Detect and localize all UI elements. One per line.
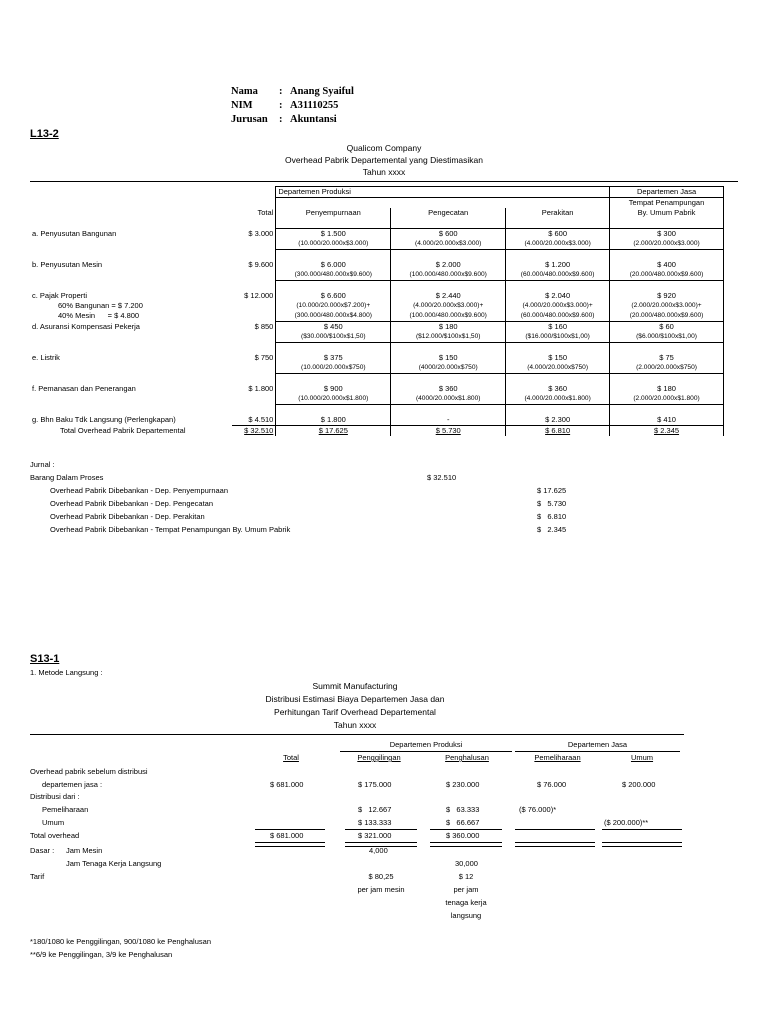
row-total: $ 1.800 bbox=[248, 384, 274, 393]
cell-value: $ 2.440 bbox=[391, 291, 506, 301]
l13-period: Tahun xxxx bbox=[362, 167, 406, 177]
l13-group-produksi: Departemen Produksi bbox=[276, 187, 610, 198]
s13-top-rule bbox=[30, 734, 684, 735]
cell-value: $ 400 bbox=[610, 260, 724, 270]
s13-col-pemeliharaan: Pemeliharaan bbox=[534, 753, 581, 762]
row-total: $ 4.510 bbox=[232, 415, 276, 426]
nama-label: Nama bbox=[231, 86, 258, 97]
cell-formula: (10.000/20.000x$1.800) bbox=[276, 394, 391, 405]
cell-formula: ($30.000/$100x$1,50) bbox=[276, 332, 391, 343]
cell-formula: (20.000/480.000x$9.600) bbox=[610, 270, 724, 281]
cell-value: $ 2.000 bbox=[391, 260, 506, 270]
total-value: $ 17.625 bbox=[318, 426, 348, 435]
cell-formula: (4.000/20.000x$3.000) bbox=[506, 239, 610, 250]
s13-value: $ 175.000 bbox=[358, 780, 392, 789]
s13-col-penggilingan: Penggilingan bbox=[357, 753, 401, 762]
s13-col-penghalusan: Penghalusan bbox=[445, 753, 489, 762]
s13-subtitle-1: Distribusi Estimasi Biaya Departemen Jasa dan bbox=[265, 694, 445, 704]
cell-formula: (2.000/20.000x$750) bbox=[610, 363, 724, 374]
cell-value: $ 600 bbox=[506, 229, 610, 240]
cell-value: $ 6.000 bbox=[276, 260, 391, 270]
cell-formula: (4000/20.000x$750) bbox=[391, 363, 506, 374]
cell-value: $ 150 bbox=[506, 353, 610, 363]
l13-subtitle: Overhead Pabrik Departemental yang Diestimasikan bbox=[285, 155, 483, 165]
l13-col-perakitan: Perakitan bbox=[506, 208, 610, 218]
l13-row-d bbox=[30, 322, 724, 333]
row-total: $ 3.000 bbox=[248, 228, 274, 238]
jurnal-credit-value: $ 17.625 bbox=[537, 486, 567, 495]
cell-value: - bbox=[391, 415, 506, 426]
s13-pemeliharaan-label: Pemeliharaan bbox=[42, 805, 89, 814]
s13-dasar-label: Dasar : bbox=[30, 846, 55, 855]
total-value: $ 2.345 bbox=[654, 426, 680, 435]
s13-tarif-2: $ 12 bbox=[458, 872, 474, 881]
s13-tarif-1-unit: per jam mesin bbox=[357, 885, 405, 894]
row-total: $ 12.000 bbox=[244, 291, 274, 300]
s13-jam-tenaga-value: 30,000 bbox=[455, 859, 478, 868]
total-value: $ 5.730 bbox=[435, 426, 461, 435]
cell-formula: (10.000/20.000x$7.200)+ bbox=[276, 301, 391, 311]
jurnal-debit-label: Barang Dalam Proses bbox=[30, 473, 104, 482]
s13-group-jasa: Departemen Jasa bbox=[567, 740, 628, 749]
jurnal-credit-label: Overhead Pabrik Dibebankan - Dep. Pengecatan bbox=[50, 499, 214, 508]
s13-note-2: **6/9 ke Penggilingan, 3/9 ke Penghalusan bbox=[30, 950, 173, 959]
cell-value: $ 75 bbox=[610, 353, 724, 363]
jurusan-label: Jurusan bbox=[231, 114, 268, 125]
cell-formula: (60.000/480.000x$9.600) bbox=[506, 311, 610, 322]
s13-company: Summit Manufacturing bbox=[312, 681, 398, 691]
jurnal-credit-label: Overhead Pabrik Dibebankan - Tempat Penampungan By. Umum Pabrik bbox=[50, 525, 291, 534]
cell-formula: (4.000/20.000x$750) bbox=[506, 363, 610, 374]
jurnal-title: Jurnal : bbox=[30, 460, 55, 469]
s13-total-label: Total overhead bbox=[30, 831, 80, 840]
cell-value: $ 360 bbox=[391, 384, 506, 394]
s13-double-rule bbox=[430, 842, 502, 847]
cell-formula: (4.000/20.000x$1.800) bbox=[506, 394, 610, 405]
row-label: c. Pajak Properti bbox=[32, 291, 88, 300]
cell-formula: (4.000/20.000x$3.000) bbox=[391, 239, 506, 250]
cell-formula: (2.000/20.000x$3.000)+ bbox=[610, 301, 724, 311]
s13-sum-rule bbox=[255, 829, 325, 830]
row-label: e. Listrik bbox=[32, 353, 60, 362]
jurusan-value: Akuntansi bbox=[290, 114, 337, 125]
s13-tarif-2-unit: tenaga kerja bbox=[445, 898, 487, 907]
l13-table bbox=[30, 186, 724, 436]
cell-formula: ($16.000/$100x$1,00) bbox=[506, 332, 610, 343]
row-label: b. Penyusutan Mesin bbox=[32, 260, 103, 269]
l13-row-a bbox=[30, 229, 724, 240]
l13-total-row bbox=[30, 426, 724, 437]
s13-sum-rule bbox=[430, 829, 502, 830]
jurnal-credit-value: $ 2.345 bbox=[537, 525, 567, 534]
row-sublabel: 60% Bangunan = $ 7.200 bbox=[58, 301, 143, 310]
l13-col-pengecatan: Pengecatan bbox=[391, 208, 506, 218]
cell-formula: (4.000/20.000x$3.000)+ bbox=[391, 301, 506, 311]
s13-sum-rule bbox=[345, 829, 417, 830]
cell-value: $ 300 bbox=[610, 229, 724, 240]
s13-umum-label: Umum bbox=[42, 818, 65, 827]
s13-value: $ 133.333 bbox=[358, 818, 392, 827]
nama-value: Anang Syaiful bbox=[290, 86, 354, 97]
l13-top-rule bbox=[30, 181, 738, 182]
s13-value: $ 681.000 bbox=[270, 780, 304, 789]
s13-subtitle-2: Perhitungan Tarif Overhead Departemental bbox=[274, 707, 436, 717]
s13-tarif-2-unit: per jam bbox=[453, 885, 479, 894]
s13-total-value: $ 681.000 bbox=[270, 831, 304, 840]
cell-value: $ 920 bbox=[610, 291, 724, 301]
s13-value: ($ 76.000)* bbox=[519, 805, 557, 814]
section-s13-1: S13-1 bbox=[30, 653, 60, 665]
row-label: a. Penyusutan Bangunan bbox=[32, 228, 117, 238]
l13-company: Qualicom Company bbox=[346, 143, 422, 153]
cell-value: $ 360 bbox=[506, 384, 610, 394]
l13-group-jasa: Departemen Jasa bbox=[610, 187, 724, 198]
s13-value: $ 12.667 bbox=[358, 805, 392, 814]
cell-value: $ 2.040 bbox=[506, 291, 610, 301]
row-sublabel: 40% Mesin = $ 4.800 bbox=[58, 311, 140, 321]
l13-row-c bbox=[30, 291, 724, 301]
colon: : bbox=[279, 114, 283, 125]
row-total: $ 850 bbox=[254, 321, 274, 331]
cell-formula: (20.000/480.000x$9.600) bbox=[610, 311, 724, 322]
cell-formula: (10.000/20.000x$750) bbox=[276, 363, 391, 374]
s13-value: $ 76.000 bbox=[537, 780, 567, 789]
s13-value: $ 63.333 bbox=[446, 805, 480, 814]
s13-value: ($ 200.000)** bbox=[604, 818, 649, 827]
s13-double-rule bbox=[602, 842, 682, 847]
s13-tarif-label: Tarif bbox=[30, 872, 45, 881]
s13-distribusi-label: Distribusi dari : bbox=[30, 792, 80, 801]
s13-method: 1. Metode Langsung : bbox=[30, 668, 103, 677]
s13-jam-mesin-value: 4,000 bbox=[369, 846, 388, 855]
l13-col-tempat-1: Tempat Penampungan bbox=[610, 198, 724, 209]
cell-formula: (4000/20.000x$1.800) bbox=[391, 394, 506, 405]
cell-value: $ 180 bbox=[610, 384, 724, 394]
colon: : bbox=[279, 100, 283, 111]
cell-formula: (60.000/480.000x$9.600) bbox=[506, 270, 610, 281]
cell-value: $ 450 bbox=[276, 322, 391, 333]
s13-period: Tahun xxxx bbox=[333, 720, 377, 730]
s13-value: $ 66.667 bbox=[446, 818, 480, 827]
s13-group-produksi: Departemen Produksi bbox=[389, 740, 463, 749]
cell-formula: (100.000/480.000x$9.600) bbox=[391, 270, 506, 281]
row-label: g. Bhn Baku Tdk Langsung (Perlengkapan) bbox=[32, 415, 176, 425]
l13-col-tempat-2: By. Umum Pabrik bbox=[610, 208, 724, 218]
cell-value: $ 150 bbox=[391, 353, 506, 363]
s13-total-value: $ 321.000 bbox=[358, 831, 392, 840]
cell-formula: (300.000/480.000x$4.800) bbox=[276, 311, 391, 322]
cell-formula: ($12.000/$100x$1,50) bbox=[391, 332, 506, 343]
cell-formula: (10.000/20.000x$3.000) bbox=[276, 239, 391, 250]
row-label: f. Pemanasan dan Penerangan bbox=[32, 384, 136, 393]
s13-group-rule bbox=[515, 751, 680, 752]
cell-value: $ 600 bbox=[391, 229, 506, 240]
s13-double-rule bbox=[515, 842, 595, 847]
s13-sum-rule bbox=[515, 829, 595, 830]
row-label: d. Asuransi Kompensasi Pekerja bbox=[32, 321, 140, 331]
s13-jam-tenaga-label: Jam Tenaga Kerja Langsung bbox=[66, 859, 162, 868]
s13-total-value: $ 360.000 bbox=[446, 831, 480, 840]
cell-formula: (100.000/480.000x$9.600) bbox=[391, 311, 506, 322]
nim-value: A31110255 bbox=[290, 100, 339, 111]
l13-row-e bbox=[30, 353, 724, 363]
total-value: $ 32.510 bbox=[244, 426, 274, 435]
l13-col-total: Total bbox=[257, 208, 274, 217]
cell-value: $ 2.300 bbox=[506, 415, 610, 426]
s13-tarif-2-unit: langsung bbox=[450, 911, 482, 920]
cell-value: $ 160 bbox=[506, 322, 610, 333]
cell-value: $ 1.500 bbox=[276, 229, 391, 240]
s13-jam-mesin-label: Jam Mesin bbox=[66, 846, 103, 855]
s13-value: $ 200.000 bbox=[622, 780, 656, 789]
l13-row-f bbox=[30, 384, 724, 394]
s13-overhead-label-1: Overhead pabrik sebelum distribusi bbox=[30, 767, 148, 776]
jurnal-credit-label: Overhead Pabrik Dibebankan - Dep. Perakitan bbox=[50, 512, 205, 521]
cell-value: $ 180 bbox=[391, 322, 506, 333]
s13-tarif-1: $ 80,25 bbox=[368, 872, 394, 881]
colon: : bbox=[279, 86, 283, 97]
l13-row-g bbox=[30, 415, 724, 426]
s13-note-1: *180/1080 ke Penggilingan, 900/1080 ke Penghalusan bbox=[30, 937, 211, 946]
total-label: Total Overhead Pabrik Departemental bbox=[60, 425, 186, 435]
s13-overhead-label-2: departemen jasa : bbox=[42, 780, 103, 789]
s13-col-total: Total bbox=[283, 753, 299, 762]
cell-value: $ 60 bbox=[610, 322, 724, 333]
cell-formula: (4.000/20.000x$3.000)+ bbox=[506, 301, 610, 311]
total-value: $ 6.810 bbox=[545, 426, 571, 435]
s13-sum-rule bbox=[602, 829, 682, 830]
jurnal-credit-value: $ 5.730 bbox=[537, 499, 567, 508]
cell-formula: ($6.000/$100x$1,00) bbox=[610, 332, 724, 343]
l13-row-b bbox=[30, 260, 724, 270]
row-total: $ 9.600 bbox=[248, 260, 274, 269]
cell-value: $ 1.200 bbox=[506, 260, 610, 270]
jurnal-credit-value: $ 6.810 bbox=[537, 512, 567, 521]
cell-formula: (2.000/20.000x$1.800) bbox=[610, 394, 724, 405]
s13-group-rule bbox=[340, 751, 512, 752]
l13-col-penyempurnaan: Penyempurnaan bbox=[276, 208, 391, 218]
s13-value: $ 230.000 bbox=[446, 780, 480, 789]
cell-formula: (2.000/20.000x$3.000) bbox=[610, 239, 724, 250]
jurnal-debit-value: $ 32.510 bbox=[427, 473, 457, 482]
row-total: $ 750 bbox=[254, 353, 274, 362]
s13-col-umum: Umum bbox=[630, 753, 654, 762]
cell-value: $ 900 bbox=[276, 384, 391, 394]
cell-value: $ 375 bbox=[276, 353, 391, 363]
jurnal-credit-label: Overhead Pabrik Dibebankan - Dep. Penyempurnaan bbox=[50, 486, 229, 495]
cell-value: $ 1.800 bbox=[276, 415, 391, 426]
section-l13-2: L13-2 bbox=[30, 128, 59, 140]
s13-double-rule bbox=[255, 842, 325, 847]
cell-value: $ 410 bbox=[610, 415, 724, 426]
cell-formula: (300.000/480.000x$9.600) bbox=[276, 270, 391, 281]
nim-label: NIM bbox=[231, 100, 253, 111]
cell-value: $ 6.600 bbox=[276, 291, 391, 301]
